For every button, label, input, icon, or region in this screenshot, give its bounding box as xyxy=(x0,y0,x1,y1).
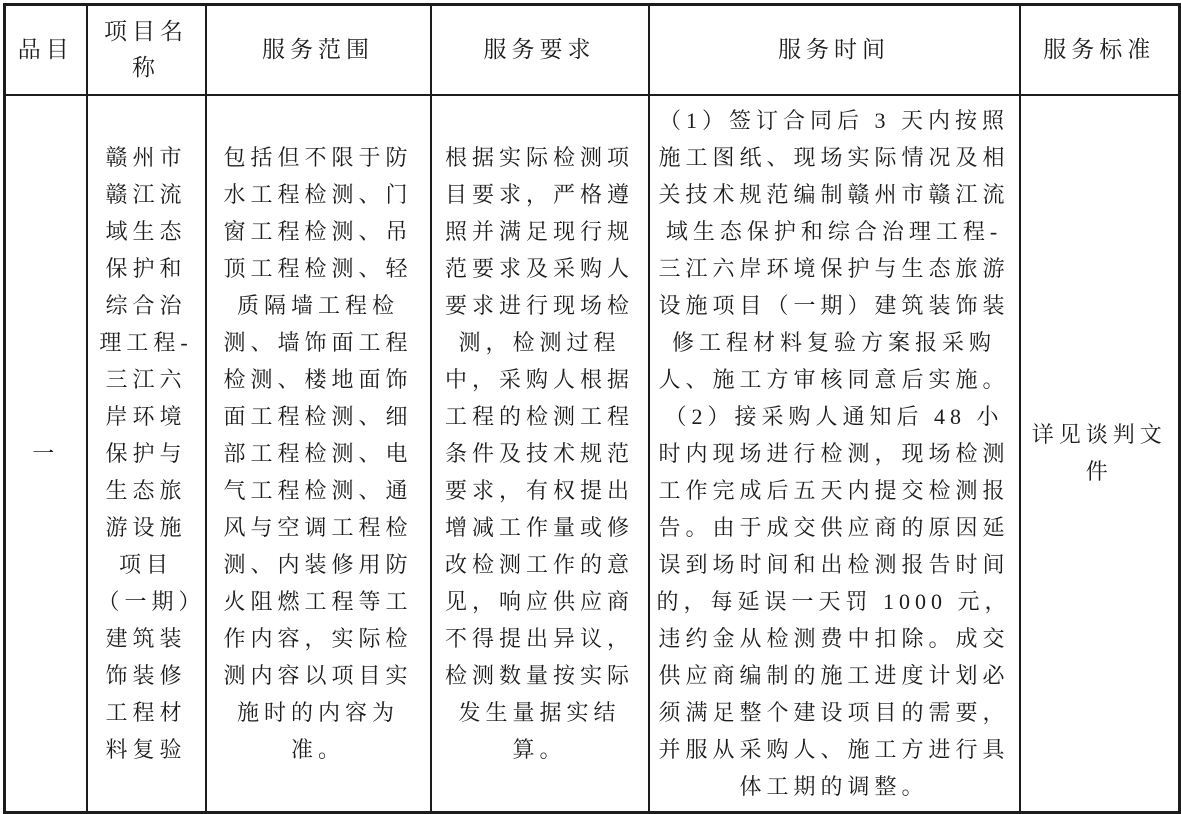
header-service-requirements: 服务要求 xyxy=(431,5,649,95)
cell-service-scope: 包括但不限于防水工程检测、门窗工程检测、吊顶工程检测、轻质隔墙工程检测、墙饰面工程检测、楼地面饰面工程检测、细部工程检测、电气工程检测、通风与空调工程检测、内装修用防火阻燃工程等工作内容，实际检测内容以项目实施时的内容为准。 xyxy=(206,95,431,813)
cell-service-time xyxy=(649,95,1020,813)
header-service-scope: 服务范围 xyxy=(206,5,431,95)
cell-service-standard: 详见谈判文件 xyxy=(1020,95,1180,813)
service-time-paragraph-1: （1）签订合同后 3 天内按照施工图纸、现场实际情况及相关技术规范编制赣州市赣江流域生态保护和综合治理工程-三江六岸环境保护与生态旅游设施项目（一期）建筑装饰装修工程材料复验方案报采购人、施工方审核同意后实施。 xyxy=(658,107,1010,392)
cell-item-no: 一 xyxy=(5,95,87,813)
service-time-paragraph-2: （2）接采购人通知后 48 小时内现场进行检测，现场检测工作完成后五天内提交检测报告。由于成交供应商的原因延误到场时间和出检测报告时间的，每延误一天罚 1000 元，违约金从检测费中扣除。成交供应商编制的施工进度计划必须满足整个建设项目的需要，并服从采购人、施工方进行具体工期的调整。 xyxy=(656,403,1012,799)
service-requirements-table xyxy=(3,3,1181,814)
header-project-name: 项目名称 xyxy=(87,5,206,95)
header-service-time: 服务时间 xyxy=(649,5,1020,95)
header-service-standard: 服务标准 xyxy=(1020,5,1180,95)
cell-service-requirements: 根据实际检测项目要求，严格遵照并满足现行规范要求及采购人要求进行现场检测，检测过程中，采购人根据工程的检测工程条件及技术规范要求，有权提出增减工作量或修改检测工作的意见，响应供应商不得提出异议，检测数量按实际发生量据实结算。 xyxy=(431,95,649,813)
table-header-row xyxy=(5,5,1180,95)
table-row xyxy=(5,95,1180,813)
cell-project-name: 赣州市赣江流域生态保护和综合治理工程-三江六岸环境保护与生态旅游设施项目（一期）建筑装饰装修工程材料复验 xyxy=(87,95,206,813)
header-item-no: 品目 xyxy=(5,5,87,95)
